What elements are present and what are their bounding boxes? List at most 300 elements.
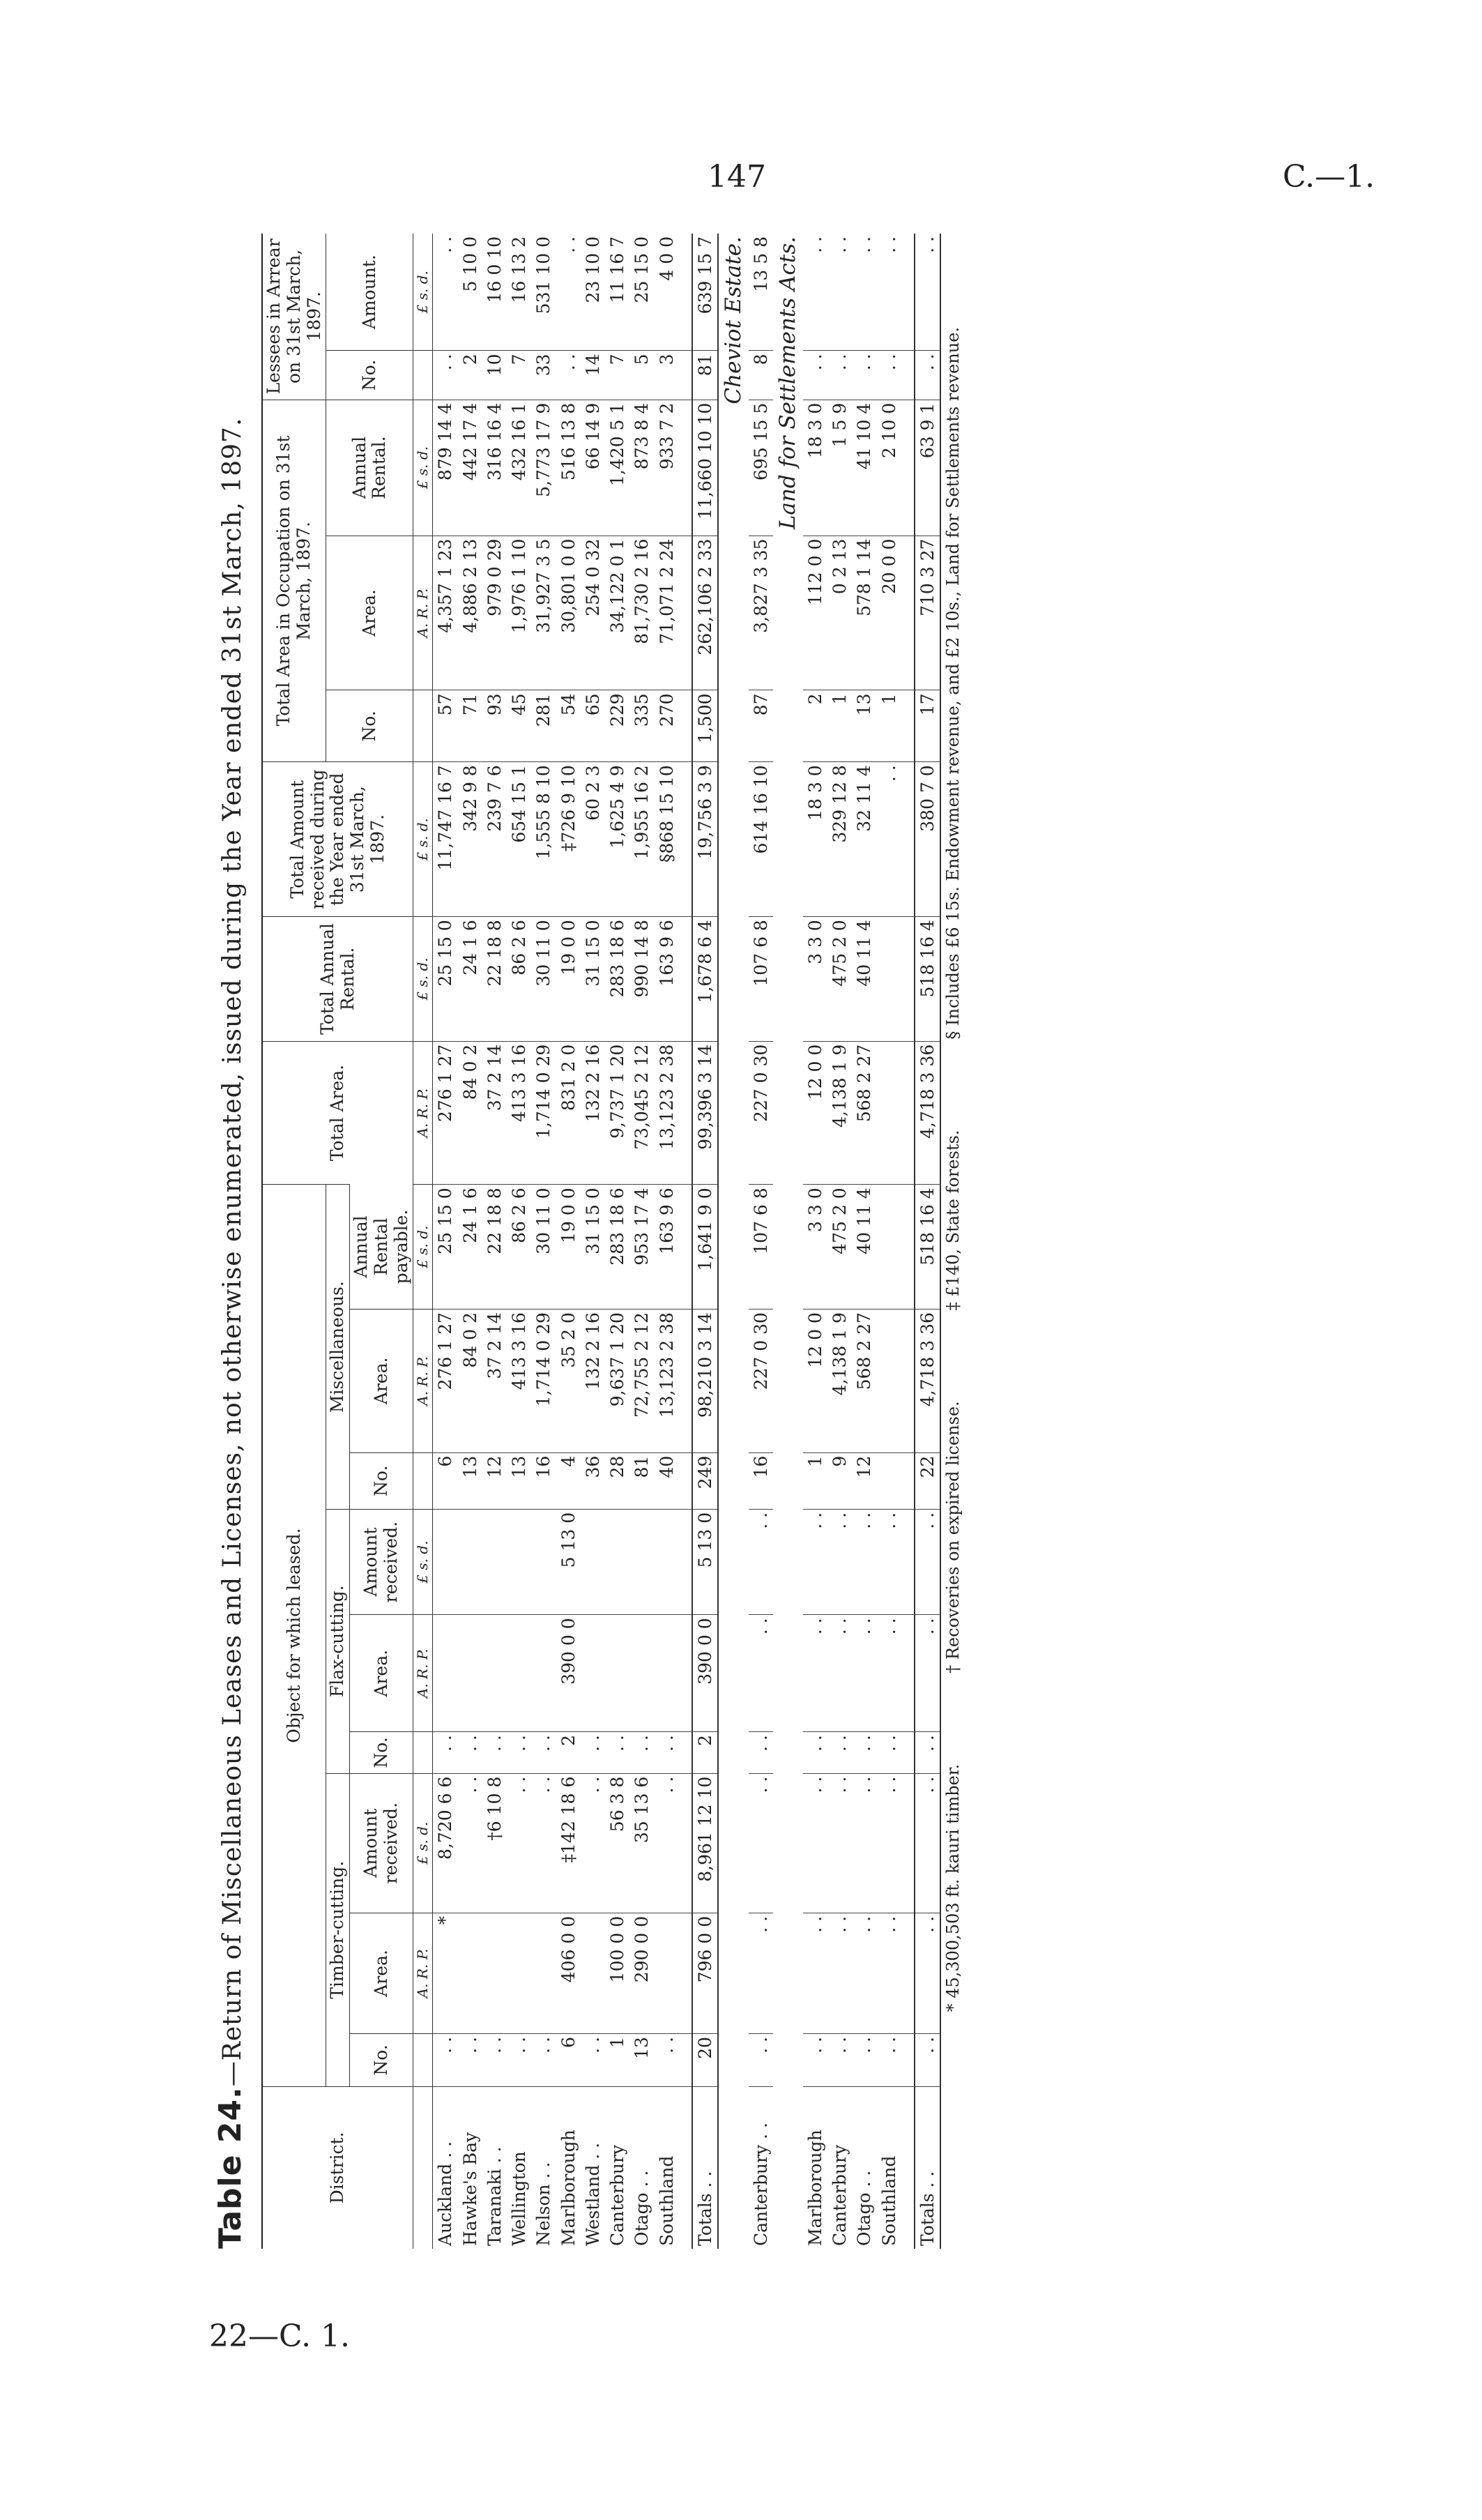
- value-cell: . .: [482, 1732, 507, 1774]
- value-cell: 11 16 7: [607, 236, 627, 303]
- district-cell: Otago . .: [852, 2086, 876, 2249]
- value-cell: . .: [877, 1615, 901, 1732]
- misc-area-header: Area.: [350, 1310, 413, 1453]
- value-cell: . .: [877, 1913, 901, 2033]
- value-cell: . .: [507, 1732, 531, 1774]
- value-cell: 1,678 6 4: [692, 917, 718, 1042]
- value-cell: 568 2 27: [852, 1041, 876, 1185]
- value-cell: . .: [854, 236, 875, 253]
- table-row: [458, 234, 482, 2249]
- occupation-area-header: Area.: [326, 536, 413, 690]
- table-title: [213, 234, 254, 2249]
- value-cell: [877, 1041, 901, 1185]
- value-cell: 1,714 0 29: [531, 1041, 556, 1185]
- value-cell: . .: [827, 1732, 852, 1774]
- value-cell: 9,637 1 20: [605, 1310, 629, 1453]
- value-cell: . .: [655, 1732, 679, 1774]
- unit-label: £ s. d.: [413, 400, 433, 536]
- value-cell: [877, 1310, 901, 1453]
- value-cell: . .: [877, 2034, 901, 2087]
- district-cell: Hawke's Bay: [458, 2086, 482, 2249]
- arrear-no-header: No.: [326, 351, 413, 400]
- value-cell: 17: [915, 690, 940, 762]
- value-cell: . .: [827, 1913, 852, 2033]
- value-cell: 12 0 0: [803, 1310, 827, 1453]
- value-cell: 4,357 1 23: [433, 536, 458, 690]
- value-cell: 639 15 7: [692, 234, 718, 351]
- unit-label: A. R. P.: [413, 1615, 433, 1732]
- unit-label: A. R. P.: [413, 1041, 433, 1185]
- value-cell: 66 14 9: [581, 400, 605, 536]
- value-cell: *: [433, 1913, 458, 2033]
- value-cell: [655, 1615, 679, 1732]
- value-cell: 98,210 3 14: [692, 1310, 718, 1453]
- value-cell: 227 0 30: [749, 1041, 773, 1185]
- flax-area-header: Area.: [350, 1615, 413, 1732]
- value-cell: [433, 1615, 458, 1732]
- table-row: [852, 234, 876, 2249]
- totals-row: [915, 234, 940, 2249]
- value-cell: [877, 1452, 901, 1509]
- unit-label: £ s. d.: [413, 1185, 433, 1310]
- value-cell: 13: [629, 2034, 654, 2087]
- unit-label: £ s. d.: [413, 917, 433, 1042]
- section-title: Cheviot Estate.: [721, 236, 746, 404]
- value-cell: [581, 1615, 605, 1732]
- value-cell: 270: [655, 690, 679, 762]
- value-cell: 16: [749, 1452, 773, 1509]
- value-cell: . .: [803, 2034, 827, 2087]
- value-cell: 30,801 0 0: [556, 536, 581, 690]
- value-cell: [507, 1615, 531, 1732]
- district-cell: Marlborough: [556, 2086, 581, 2249]
- value-cell: 1: [803, 1452, 827, 1509]
- value-cell: [531, 1913, 556, 2033]
- value-cell: . .: [458, 1773, 482, 1913]
- value-cell: 710 3 27: [915, 536, 940, 690]
- district-cell: Otago . .: [629, 2086, 654, 2249]
- value-cell: . .: [827, 1615, 852, 1732]
- value-cell: ‡726 9 10: [556, 762, 581, 917]
- value-cell: 8,961 12 10: [692, 1773, 718, 1913]
- unit-label: A. R. P.: [413, 536, 433, 690]
- table-row: [877, 234, 901, 2249]
- value-cell: 163 9 6: [655, 917, 679, 1042]
- value-cell: 22 18 8: [482, 917, 507, 1042]
- value-cell: [482, 1509, 507, 1615]
- table-caption: —Return of Miscellaneous Leases and Licenses, not otherwise enumerated, issued during the Year ended 31st March, 1897.: [218, 417, 247, 2087]
- value-cell: 86 2 6: [507, 917, 531, 1042]
- value-cell: 54: [556, 690, 581, 762]
- value-cell: 4,886 2 13: [458, 536, 482, 690]
- value-cell: 413 3 16: [507, 1041, 531, 1185]
- value-cell: . .: [803, 1773, 827, 1913]
- value-cell: 2: [692, 1732, 718, 1774]
- value-cell: [433, 1509, 458, 1615]
- value-cell: . .: [803, 1615, 827, 1732]
- value-cell: 13: [852, 690, 876, 762]
- value-cell: 796 0 0: [692, 1913, 718, 2033]
- value-cell: ‡142 18 6: [556, 1773, 581, 1913]
- value-cell: 86 2 6: [507, 1185, 531, 1310]
- value-cell: . .: [655, 2034, 679, 2087]
- value-cell: 81,730 2 16: [629, 536, 654, 690]
- value-cell: 4,718 3 36: [915, 1310, 940, 1453]
- value-cell: 873 8 4: [629, 400, 654, 536]
- value-cell: 25 15 0: [433, 1185, 458, 1310]
- value-cell: 63 9 1: [915, 400, 940, 536]
- value-cell: . .: [581, 1732, 605, 1774]
- value-cell: 100 0 0: [605, 1913, 629, 2033]
- value-cell: 342 9 8: [458, 762, 482, 917]
- value-cell: †6 10 8: [482, 1773, 507, 1913]
- occupation-no-header: No.: [326, 690, 413, 762]
- unit-label: £ s. d.: [413, 234, 433, 351]
- total-area-header: Total Area.: [262, 1041, 413, 1185]
- district-cell: Totals . .: [692, 2086, 718, 2249]
- value-cell: 71,071 2 24: [655, 536, 679, 690]
- value-cell: 329 12 8: [827, 762, 852, 917]
- footnote: † Recoveries on expired license.: [943, 1401, 963, 1673]
- value-cell: . .: [803, 1913, 827, 2033]
- unit-label: £ s. d.: [413, 762, 433, 917]
- value-cell: 40: [655, 1452, 679, 1509]
- value-cell: 81: [629, 1452, 654, 1509]
- flax-amount-header: Amount received.: [350, 1509, 413, 1615]
- value-cell: 84 0 2: [458, 1041, 482, 1185]
- district-cell: Canterbury . .: [749, 2086, 773, 2249]
- footnotes: [940, 234, 965, 2249]
- value-cell: 13: [507, 1452, 531, 1509]
- value-cell: 163 9 6: [655, 1185, 679, 1310]
- value-cell: 1,555 8 10: [531, 762, 556, 917]
- value-cell: 22 18 8: [482, 1185, 507, 1310]
- table-row: [581, 234, 605, 2249]
- table-row: [507, 234, 531, 2249]
- value-cell: 239 7 6: [482, 762, 507, 917]
- value-cell: . .: [803, 1509, 827, 1615]
- table-row: [803, 234, 827, 2249]
- value-cell: 12 0 0: [803, 1041, 827, 1185]
- timber-amount-header: Amount received.: [350, 1773, 413, 1913]
- value-cell: 4 0 0: [656, 236, 677, 281]
- value-cell: 249: [692, 1452, 718, 1509]
- district-cell: Wellington: [507, 2086, 531, 2249]
- rotated-table-block: [213, 234, 1251, 2249]
- value-cell: 1,641 9 0: [692, 1185, 718, 1310]
- value-cell: 578 1 14: [852, 536, 876, 690]
- table-row: [482, 234, 507, 2249]
- value-cell: [458, 1615, 482, 1732]
- value-cell: 8: [749, 351, 773, 400]
- footnote: ‡ £140, State forests.: [943, 1130, 963, 1311]
- value-cell: [458, 1913, 482, 2033]
- value-cell: . .: [749, 1509, 773, 1615]
- value-cell: 5,773 17 9: [531, 400, 556, 536]
- value-cell: [877, 1185, 901, 1310]
- unit-label: £ s. d.: [413, 1509, 433, 1615]
- value-cell: . .: [852, 1615, 876, 1732]
- footnote: * 45,300,503 ft. kauri timber.: [943, 1763, 963, 2012]
- value-cell: 9: [827, 1452, 852, 1509]
- value-cell: 516 13 8: [556, 400, 581, 536]
- value-cell: 262,106 2 33: [692, 536, 718, 690]
- value-cell: 23 10 0: [582, 236, 603, 303]
- value-cell: [629, 1615, 654, 1732]
- value-cell: . .: [458, 1732, 482, 1774]
- value-cell: [507, 1913, 531, 2033]
- footnote: § Includes £6 15s. Endowment revenue, and £2 10s., Land for Settlements revenue.: [943, 327, 963, 1040]
- timber-area-header: Area.: [350, 1913, 413, 2033]
- value-cell: . .: [433, 1732, 458, 1774]
- value-cell: 475 2 0: [827, 1185, 852, 1310]
- table-row: [655, 234, 679, 2249]
- value-cell: 390 0 0: [692, 1615, 718, 1732]
- value-cell: 2: [458, 351, 482, 400]
- value-cell: 35 2 0: [556, 1310, 581, 1453]
- value-cell: [482, 1615, 507, 1732]
- value-cell: . .: [915, 1509, 940, 1615]
- value-cell: . .: [852, 1509, 876, 1615]
- value-cell: . .: [878, 236, 899, 253]
- value-cell: 107 6 8: [749, 917, 773, 1042]
- total-rental-header: Total Annual Rental.: [262, 917, 413, 1042]
- value-cell: . .: [804, 236, 825, 253]
- value-cell: . .: [877, 1773, 901, 1913]
- value-cell: . .: [433, 2034, 458, 2087]
- value-cell: . .: [915, 1773, 940, 1913]
- value-cell: 1: [827, 690, 852, 762]
- value-cell: [655, 1509, 679, 1615]
- value-cell: 18 3 0: [803, 400, 827, 536]
- value-cell: . .: [749, 1913, 773, 2033]
- value-cell: 37 2 14: [482, 1041, 507, 1185]
- district-cell: Canterbury: [605, 2086, 629, 2249]
- value-cell: . .: [531, 1773, 556, 1913]
- unit-label: A. R. P.: [413, 1913, 433, 2033]
- table-row: [531, 234, 556, 2249]
- arrear-amount-header: Amount.: [326, 234, 413, 351]
- value-cell: 879 14 4: [433, 400, 458, 536]
- value-cell: 654 15 1: [507, 762, 531, 917]
- timber-header: Timber-cutting.: [326, 1773, 350, 2086]
- unit-label: £ s. d.: [413, 1773, 433, 1913]
- value-cell: 1,976 1 10: [507, 536, 531, 690]
- value-cell: . .: [852, 2034, 876, 2087]
- value-cell: [531, 1509, 556, 1615]
- value-cell: . .: [581, 2034, 605, 2087]
- value-cell: 13 5 8: [750, 236, 771, 292]
- value-cell: 33: [531, 351, 556, 400]
- value-cell: 229: [605, 690, 629, 762]
- value-cell: . .: [507, 1773, 531, 1913]
- value-cell: 413 3 16: [507, 1310, 531, 1453]
- value-cell: 5 13 0: [556, 1509, 581, 1615]
- value-cell: 531 10 0: [533, 236, 554, 314]
- value-cell: . .: [827, 351, 852, 400]
- table-row: [433, 234, 458, 2249]
- value-cell: . .: [827, 1509, 852, 1615]
- value-cell: 40 11 4: [852, 917, 876, 1042]
- value-cell: 3 3 0: [803, 1185, 827, 1310]
- value-cell: 19,756 3 9: [692, 762, 718, 917]
- occupation-rental-header: Annual Rental.: [326, 400, 413, 536]
- value-cell: 1: [877, 690, 901, 762]
- value-cell: 390 0 0: [556, 1615, 581, 1732]
- value-cell: 31,927 3 5: [531, 536, 556, 690]
- value-cell: . .: [581, 1773, 605, 1913]
- value-cell: 953 17 4: [629, 1185, 654, 1310]
- value-cell: . .: [852, 1732, 876, 1774]
- value-cell: 831 2 0: [556, 1041, 581, 1185]
- value-cell: . .: [915, 1913, 940, 2033]
- value-cell: [605, 1509, 629, 1615]
- value-cell: 41 10 4: [852, 400, 876, 536]
- value-cell: 276 1 27: [433, 1310, 458, 1453]
- value-cell: . .: [605, 1732, 629, 1774]
- value-cell: 73,045 2 12: [629, 1041, 654, 1185]
- value-cell: . .: [531, 1732, 556, 1774]
- value-cell: 16 13 2: [509, 236, 529, 303]
- table-row: [749, 234, 773, 2249]
- value-cell: 380 7 0: [915, 762, 940, 917]
- district-cell: Southland: [877, 2086, 901, 2249]
- value-cell: 283 18 6: [605, 917, 629, 1042]
- value-cell: . .: [803, 1732, 827, 1774]
- table-row: [605, 234, 629, 2249]
- value-cell: . .: [830, 236, 850, 253]
- value-cell: 9,737 1 20: [605, 1041, 629, 1185]
- value-cell: . .: [507, 2034, 531, 2087]
- value-cell: 16: [531, 1452, 556, 1509]
- return-table: [261, 234, 965, 2249]
- value-cell: 93: [482, 690, 507, 762]
- value-cell: 28: [605, 1452, 629, 1509]
- value-cell: 3 3 0: [803, 917, 827, 1042]
- value-cell: 5 10 0: [459, 236, 480, 292]
- value-cell: [507, 1509, 531, 1615]
- value-cell: 4,138 1 9: [827, 1041, 852, 1185]
- value-cell: 6: [433, 1452, 458, 1509]
- value-cell: . .: [749, 1773, 773, 1913]
- district-cell: Auckland . .: [433, 2086, 458, 2249]
- value-cell: . .: [915, 2034, 940, 2087]
- value-cell: 19 0 0: [556, 917, 581, 1042]
- value-cell: 12: [852, 1452, 876, 1509]
- value-cell: 1,955 16 2: [629, 762, 654, 917]
- district-cell: Nelson . .: [531, 2086, 556, 2249]
- value-cell: 40 11 4: [852, 1185, 876, 1310]
- value-cell: 442 17 4: [458, 400, 482, 536]
- value-cell: 30 11 0: [531, 917, 556, 1042]
- value-cell: . .: [749, 2034, 773, 2087]
- value-cell: . .: [915, 234, 940, 351]
- value-cell: 35 13 6: [629, 1773, 654, 1913]
- misc-rental-header: Annual Rental payable.: [350, 1185, 413, 1310]
- value-cell: . .: [433, 351, 458, 400]
- table-row: [629, 234, 654, 2249]
- misc-header: Miscellaneous.: [326, 1185, 350, 1510]
- value-cell: 25 15 0: [632, 236, 652, 303]
- value-cell: 1,420 5 1: [605, 400, 629, 536]
- object-header: Object for which leased.: [262, 1185, 326, 2086]
- value-cell: . .: [915, 1732, 940, 1774]
- unit-label: A. R. P.: [413, 1310, 433, 1453]
- value-cell: 5 13 0: [692, 1509, 718, 1615]
- table-number: Table 24.: [213, 2086, 248, 2249]
- value-cell: . .: [915, 1615, 940, 1732]
- value-cell: . .: [827, 2034, 852, 2087]
- district-cell: Taranaki . .: [482, 2086, 507, 2249]
- value-cell: 8,720 6 6: [433, 1773, 458, 1913]
- value-cell: 57: [433, 690, 458, 762]
- value-cell: 56 3 8: [605, 1773, 629, 1913]
- value-cell: 14: [581, 351, 605, 400]
- value-cell: 132 2 16: [581, 1041, 605, 1185]
- value-cell: 31 15 0: [581, 1185, 605, 1310]
- value-cell: . .: [877, 1732, 901, 1774]
- district-cell: Totals . .: [915, 2086, 940, 2249]
- signature-mark: 22—C. 1.: [209, 2318, 351, 2354]
- value-cell: . .: [852, 1913, 876, 2033]
- value-cell: 84 0 2: [458, 1310, 482, 1453]
- value-cell: 5: [629, 351, 654, 400]
- table-row: [556, 234, 581, 2249]
- value-cell: 335: [629, 690, 654, 762]
- value-cell: 4,138 1 9: [827, 1310, 852, 1453]
- value-cell: 316 16 4: [482, 400, 507, 536]
- value-cell: 19 0 0: [556, 1185, 581, 1310]
- value-cell: . .: [531, 2034, 556, 2087]
- table-row: [827, 234, 852, 2249]
- value-cell: . .: [749, 1615, 773, 1732]
- value-cell: 0 2 13: [827, 536, 852, 690]
- occupation-header: Total Area in Occupation on 31st March, 1897.: [262, 400, 326, 762]
- document-reference: C.—1.: [1283, 159, 1375, 195]
- value-cell: 406 0 0: [556, 1913, 581, 2033]
- value-cell: 24 1 6: [458, 917, 482, 1042]
- value-cell: [605, 1615, 629, 1732]
- value-cell: 227 0 30: [749, 1310, 773, 1453]
- value-cell: 72,755 2 12: [629, 1310, 654, 1453]
- value-cell: . .: [556, 351, 581, 400]
- value-cell: §868 15 10: [655, 762, 679, 917]
- value-cell: 518 16 4: [915, 917, 940, 1042]
- value-cell: 60 2 3: [581, 762, 605, 917]
- value-cell: 31 15 0: [581, 917, 605, 1042]
- value-cell: 32 11 4: [852, 762, 876, 917]
- arrear-header: Lessees in Arrear on 31st March, 1897.: [262, 234, 326, 400]
- value-cell: 13,123 2 38: [655, 1310, 679, 1453]
- value-cell: 254 0 32: [581, 536, 605, 690]
- value-cell: 933 7 2: [655, 400, 679, 536]
- value-cell: . .: [915, 351, 940, 400]
- value-cell: . .: [877, 1509, 901, 1615]
- value-cell: [655, 1913, 679, 2033]
- value-cell: 290 0 0: [629, 1913, 654, 2033]
- value-cell: 36: [581, 1452, 605, 1509]
- value-cell: . .: [458, 2034, 482, 2087]
- value-cell: 71: [458, 690, 482, 762]
- district-cell: Canterbury: [827, 2086, 852, 2249]
- value-cell: 2: [803, 690, 827, 762]
- value-cell: 7: [507, 351, 531, 400]
- value-cell: . .: [749, 1732, 773, 1774]
- value-cell: 1 5 9: [827, 400, 852, 536]
- value-cell: . .: [629, 1732, 654, 1774]
- value-cell: 475 2 0: [827, 917, 852, 1042]
- value-cell: 7: [605, 351, 629, 400]
